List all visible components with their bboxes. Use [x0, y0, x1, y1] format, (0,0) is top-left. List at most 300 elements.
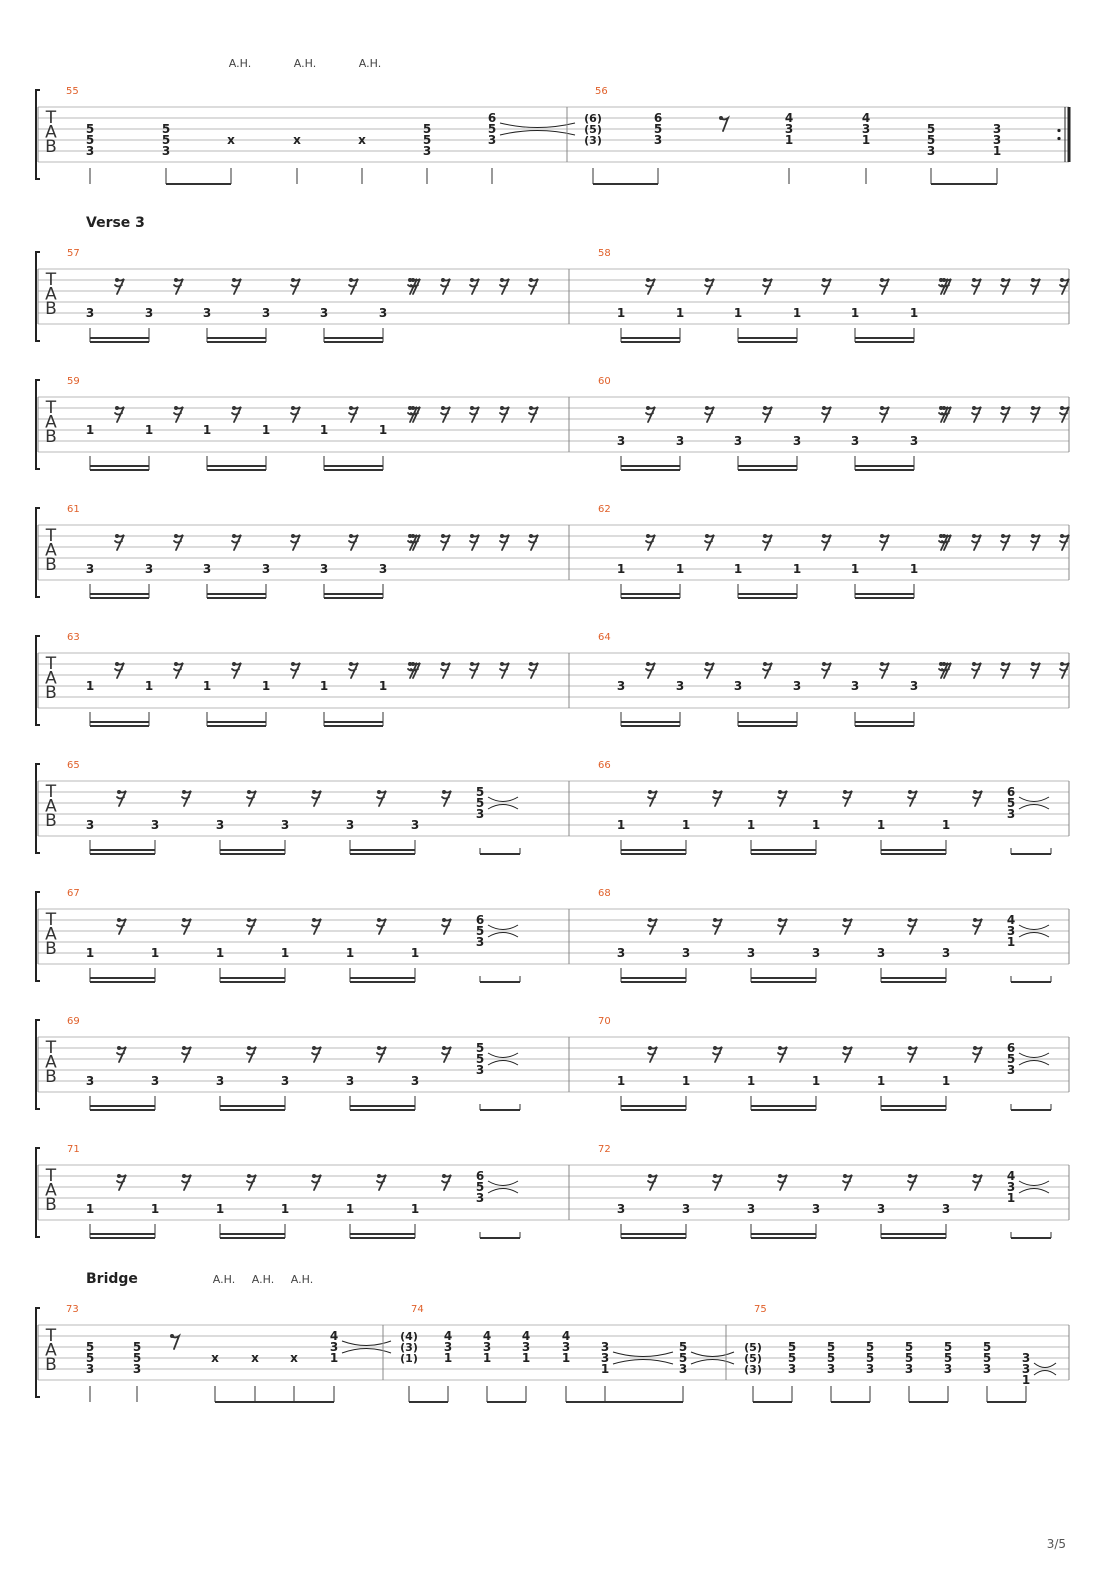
- fret-number: 3: [85, 818, 95, 832]
- fret-number: 4: [443, 1329, 453, 1343]
- fret-number: 3: [319, 562, 329, 576]
- fret-number: 6: [487, 111, 497, 125]
- fret-number: 1: [909, 306, 919, 320]
- rest-dot: [778, 1046, 782, 1050]
- fret-number: 3: [329, 1340, 339, 1354]
- fret-number: 3: [150, 818, 160, 832]
- harmonic-marking: A.H.: [358, 57, 382, 70]
- fret-number: 3: [521, 1340, 531, 1354]
- rest-dot: [529, 278, 533, 282]
- fret-number: 1: [600, 1362, 610, 1376]
- fret-number: 1: [675, 306, 685, 320]
- rest-dot: [349, 278, 353, 282]
- rest-dot: [822, 534, 826, 538]
- tab-clef-letter: B: [45, 1355, 57, 1375]
- rest-dot: [441, 406, 445, 410]
- fret-number: 3: [132, 1362, 142, 1376]
- rest-dot: [411, 534, 415, 538]
- measure-number: 68: [598, 888, 611, 899]
- fret-number: 3: [443, 1340, 453, 1354]
- fret-number: 3: [865, 1362, 875, 1376]
- fret-number: 3: [653, 133, 663, 147]
- rest-dot: [942, 406, 946, 410]
- fret-number: 5: [422, 133, 432, 147]
- fret-number: 3: [811, 1202, 821, 1216]
- rest-dot: [117, 1046, 121, 1050]
- tab-clef-letter: A: [45, 284, 57, 305]
- rest-dot: [312, 1174, 316, 1178]
- page-number: 3/5: [1046, 1537, 1066, 1551]
- fret-number: 1: [319, 423, 329, 437]
- fret-number: 4: [861, 111, 871, 125]
- fret-number: 3: [992, 122, 1002, 136]
- repeat-dot: [1057, 137, 1060, 140]
- fret-number: 5: [85, 1351, 95, 1365]
- fret-number: 1: [616, 818, 626, 832]
- tab-system: [36, 57, 1069, 184]
- rest-dot: [470, 278, 474, 282]
- rest-dot: [778, 918, 782, 922]
- fret-number: 1: [746, 818, 756, 832]
- fret-number: 3: [410, 818, 420, 832]
- fret-number: 4: [1006, 913, 1016, 927]
- fret-number: 1: [215, 1202, 225, 1216]
- fret-number: 6: [1006, 1041, 1016, 1055]
- rest-dot: [174, 662, 178, 666]
- fret-number: 5: [904, 1351, 914, 1365]
- fret-number: 6: [475, 1169, 485, 1183]
- tab-clef-letter: B: [45, 811, 57, 831]
- fret-number: 3: [811, 946, 821, 960]
- fret-number: 1: [215, 946, 225, 960]
- rest-dot: [646, 406, 650, 410]
- rest-dot: [291, 662, 295, 666]
- fret-number: 4: [521, 1329, 531, 1343]
- rest-dot: [880, 278, 884, 282]
- tab-clef-letter: A: [45, 796, 57, 817]
- rest-dot: [972, 278, 976, 282]
- fret-number: 5: [943, 1340, 953, 1354]
- tab-clef-letter: T: [45, 108, 57, 128]
- fret-number: 5: [132, 1351, 142, 1365]
- fret-number: 5: [653, 122, 663, 136]
- rest-dot: [973, 1046, 977, 1050]
- fret-number: 1: [329, 1351, 339, 1365]
- rest-dot: [713, 790, 717, 794]
- rest-dot: [312, 918, 316, 922]
- fret-number: 3: [487, 133, 497, 147]
- rest-dot: [843, 790, 847, 794]
- measure-number: 66: [598, 760, 611, 771]
- rest-dot: [117, 918, 121, 922]
- fret-number: 3: [904, 1362, 914, 1376]
- harmonic-marking: A.H.: [251, 1273, 275, 1286]
- rest-dot: [117, 790, 121, 794]
- fret-number: 4: [482, 1329, 492, 1343]
- rest-dot: [174, 534, 178, 538]
- fret-number: 1: [202, 679, 212, 693]
- measure-number: 73: [66, 1304, 79, 1315]
- rest-dot: [705, 278, 709, 282]
- fret-number: 1: [992, 144, 1002, 158]
- fret-number: 5: [787, 1340, 797, 1354]
- fret-number: 3: [943, 1362, 953, 1376]
- rest-dot: [232, 278, 236, 282]
- fret-number: 5: [132, 1340, 142, 1354]
- fret-number: 3: [861, 122, 871, 136]
- measure-number: 72: [598, 1144, 611, 1155]
- measure-number: 64: [598, 632, 611, 643]
- rest-dot: [1060, 534, 1064, 538]
- fret-number: 3: [202, 562, 212, 576]
- fret-number: 4: [561, 1329, 571, 1343]
- rest-dot: [646, 278, 650, 282]
- fret-number: 3: [378, 562, 388, 576]
- harmonic-marking: A.H.: [212, 1273, 236, 1286]
- fret-number: 3: [319, 306, 329, 320]
- tab-clef-letter: T: [45, 1326, 57, 1346]
- rest-dot: [349, 662, 353, 666]
- fret-number: 3: [261, 562, 271, 576]
- fret-number: 1: [150, 946, 160, 960]
- fret-number: 3: [345, 818, 355, 832]
- rest-dot: [500, 534, 504, 538]
- fret-number: 1: [941, 1074, 951, 1088]
- fret-number: 3: [261, 306, 271, 320]
- fret-number: 3: [926, 144, 936, 158]
- measure-number: 75: [754, 1304, 767, 1315]
- rest-dot: [822, 406, 826, 410]
- tab-clef-letter: B: [45, 137, 57, 157]
- fret-number: 3: [681, 946, 691, 960]
- fret-number: 3: [826, 1362, 836, 1376]
- fret-number: x: [293, 133, 301, 147]
- fret-number: (3): [400, 1341, 418, 1354]
- fret-number: 1: [733, 562, 743, 576]
- fret-number: 5: [787, 1351, 797, 1365]
- fret-number: 3: [909, 434, 919, 448]
- rest-dot: [763, 406, 767, 410]
- rest-dot: [529, 534, 533, 538]
- fret-number: 5: [475, 1180, 485, 1194]
- rest-dot: [1001, 534, 1005, 538]
- rest-dot: [705, 662, 709, 666]
- tab-clef-letter: B: [45, 1195, 57, 1215]
- fret-number: 5: [926, 122, 936, 136]
- rest-dot: [942, 662, 946, 666]
- rest-dot: [822, 278, 826, 282]
- rest-dot: [763, 662, 767, 666]
- fret-number: 1: [345, 1202, 355, 1216]
- fret-number: 1: [1006, 935, 1016, 949]
- fret-number: 5: [865, 1351, 875, 1365]
- fret-number: 3: [161, 144, 171, 158]
- rest-dot: [247, 1174, 251, 1178]
- rest-dot: [705, 534, 709, 538]
- fret-number: x: [251, 1351, 259, 1365]
- rest-dot: [942, 534, 946, 538]
- fret-number: 3: [850, 434, 860, 448]
- fret-number: 3: [1006, 1180, 1016, 1194]
- fret-number: 3: [909, 679, 919, 693]
- rest-dot: [1031, 662, 1035, 666]
- fret-number: 3: [876, 1202, 886, 1216]
- fret-number: x: [290, 1351, 298, 1365]
- fret-number: 5: [475, 785, 485, 799]
- fret-number: 1: [675, 562, 685, 576]
- measure-number: 65: [67, 760, 80, 771]
- fret-number: 1: [792, 306, 802, 320]
- fret-number: 5: [475, 924, 485, 938]
- tab-system: [36, 760, 1069, 854]
- rest-dot: [778, 790, 782, 794]
- rest-dot: [182, 918, 186, 922]
- rest-dot: [291, 406, 295, 410]
- fret-number: 1: [410, 946, 420, 960]
- fret-number: 3: [784, 122, 794, 136]
- fret-number: 5: [161, 122, 171, 136]
- fret-number: 1: [521, 1351, 531, 1365]
- rest-dot: [719, 116, 723, 120]
- fret-number: 5: [678, 1351, 688, 1365]
- fret-number: 1: [144, 423, 154, 437]
- fret-number: 3: [1006, 924, 1016, 938]
- rest-dot: [1001, 278, 1005, 282]
- fret-number: 5: [85, 1340, 95, 1354]
- rest-dot: [880, 534, 884, 538]
- fret-number: 3: [746, 946, 756, 960]
- fret-number: 3: [202, 306, 212, 320]
- fret-number: 1: [85, 423, 95, 437]
- rest-dot: [529, 406, 533, 410]
- tab-clef-letter: A: [45, 1180, 57, 1201]
- measure-number: 60: [598, 376, 611, 387]
- fret-number: 1: [261, 423, 271, 437]
- rest-dot: [470, 662, 474, 666]
- fret-number: 5: [943, 1351, 953, 1365]
- fret-number: 5: [826, 1340, 836, 1354]
- fret-number: 6: [653, 111, 663, 125]
- fret-number: 1: [733, 306, 743, 320]
- fret-number: 3: [941, 1202, 951, 1216]
- fret-number: 5: [422, 122, 432, 136]
- rest-dot: [1060, 662, 1064, 666]
- fret-number: 1: [850, 562, 860, 576]
- fret-number: 5: [865, 1340, 875, 1354]
- fret-number: (1): [400, 1352, 418, 1365]
- fret-number: 3: [378, 306, 388, 320]
- rest-dot: [646, 534, 650, 538]
- tab-clef-letter: A: [45, 122, 57, 143]
- fret-number: 5: [926, 133, 936, 147]
- rest-dot: [648, 1174, 652, 1178]
- fret-number: 3: [215, 1074, 225, 1088]
- tab-clef-letter: T: [45, 270, 57, 290]
- rest-dot: [973, 790, 977, 794]
- rest-dot: [232, 406, 236, 410]
- fret-number: 5: [1006, 796, 1016, 810]
- tab-clef-letter: T: [45, 654, 57, 674]
- tab-clef-letter: T: [45, 526, 57, 546]
- rest-dot: [1060, 278, 1064, 282]
- rest-dot: [648, 1046, 652, 1050]
- tab-system: [36, 1016, 1069, 1110]
- rest-dot: [470, 406, 474, 410]
- rest-dot: [880, 662, 884, 666]
- fret-number: 1: [616, 562, 626, 576]
- fret-number: 1: [150, 1202, 160, 1216]
- fret-number: 3: [482, 1340, 492, 1354]
- fret-number: 5: [487, 122, 497, 136]
- measure-number: 67: [67, 888, 80, 899]
- fret-number: 1: [792, 562, 802, 576]
- fret-number: 3: [681, 1202, 691, 1216]
- rest-dot: [908, 918, 912, 922]
- fret-number: 5: [475, 1052, 485, 1066]
- fret-number: 1: [909, 562, 919, 576]
- fret-number: (4): [400, 1330, 418, 1343]
- rest-dot: [312, 1046, 316, 1050]
- fret-number: (3): [584, 134, 602, 147]
- measure-number: 55: [66, 86, 79, 97]
- measure-number: 69: [67, 1016, 80, 1027]
- fret-number: 3: [410, 1074, 420, 1088]
- rest-dot: [349, 534, 353, 538]
- fret-number: 3: [850, 679, 860, 693]
- fret-number: 3: [992, 133, 1002, 147]
- rest-dot: [291, 534, 295, 538]
- fret-number: 5: [678, 1340, 688, 1354]
- fret-number: 1: [85, 946, 95, 960]
- measure-number: 70: [598, 1016, 611, 1027]
- rest-dot: [973, 918, 977, 922]
- rest-dot: [973, 1174, 977, 1178]
- tab-clef-letter: B: [45, 427, 57, 447]
- rest-dot: [778, 1174, 782, 1178]
- fret-number: 5: [85, 122, 95, 136]
- rest-dot: [880, 406, 884, 410]
- fret-number: 3: [675, 679, 685, 693]
- rest-dot: [908, 1174, 912, 1178]
- fret-number: (5): [744, 1352, 762, 1365]
- fret-number: 3: [733, 679, 743, 693]
- fret-number: 1: [1021, 1373, 1031, 1387]
- fret-number: 3: [600, 1340, 610, 1354]
- tab-clef-letter: B: [45, 683, 57, 703]
- rest-dot: [232, 534, 236, 538]
- rest-dot: [1060, 406, 1064, 410]
- measure-number: 56: [595, 86, 608, 97]
- fret-number: 3: [280, 1074, 290, 1088]
- fret-number: 3: [475, 1063, 485, 1077]
- rest-dot: [377, 790, 381, 794]
- rest-dot: [648, 790, 652, 794]
- rest-dot: [713, 918, 717, 922]
- fret-number: 1: [941, 818, 951, 832]
- rest-dot: [1001, 662, 1005, 666]
- rest-dot: [349, 406, 353, 410]
- fret-number: 3: [422, 144, 432, 158]
- fret-number: 1: [144, 679, 154, 693]
- fret-number: 3: [1006, 807, 1016, 821]
- fret-number: 1: [280, 1202, 290, 1216]
- fret-number: 3: [600, 1351, 610, 1365]
- fret-number: 5: [475, 1041, 485, 1055]
- fret-number: 3: [85, 144, 95, 158]
- tab-clef-letter: T: [45, 1166, 57, 1186]
- fret-number: 1: [345, 946, 355, 960]
- rest-dot: [1031, 278, 1035, 282]
- tab-system: [36, 248, 1069, 342]
- tab-system: [36, 1273, 1069, 1402]
- tab-clef-letter: B: [45, 299, 57, 319]
- rest-dot: [843, 1046, 847, 1050]
- fret-number: 3: [85, 306, 95, 320]
- rest-dot: [442, 1174, 446, 1178]
- fret-number: 3: [616, 679, 626, 693]
- tab-clef-letter: B: [45, 555, 57, 575]
- fret-number: 1: [280, 946, 290, 960]
- rest-dot: [117, 1174, 121, 1178]
- fret-number: 1: [784, 133, 794, 147]
- rest-dot: [115, 662, 119, 666]
- rest-dot: [1031, 534, 1035, 538]
- tab-clef-letter: A: [45, 1340, 57, 1361]
- fret-number: 1: [616, 306, 626, 320]
- rest-dot: [182, 790, 186, 794]
- fret-number: 1: [378, 679, 388, 693]
- measure-number: 74: [411, 1304, 424, 1315]
- repeat-dot: [1057, 129, 1060, 132]
- rest-dot: [247, 918, 251, 922]
- tab-clef-letter: B: [45, 939, 57, 959]
- fret-number: 4: [1006, 1169, 1016, 1183]
- fret-number: x: [227, 133, 235, 147]
- rest-dot: [1031, 406, 1035, 410]
- fret-number: 4: [784, 111, 794, 125]
- fret-number: (5): [744, 1341, 762, 1354]
- rest-dot: [1001, 406, 1005, 410]
- tab-clef-letter: A: [45, 412, 57, 433]
- rest-dot: [442, 918, 446, 922]
- rest-dot: [247, 790, 251, 794]
- rest-dot: [713, 1046, 717, 1050]
- fret-number: 3: [787, 1362, 797, 1376]
- harmonic-marking: A.H.: [228, 57, 252, 70]
- rest-dot: [972, 534, 976, 538]
- fret-number: 1: [681, 1074, 691, 1088]
- fret-number: 4: [329, 1329, 339, 1343]
- fret-number: 3: [616, 1202, 626, 1216]
- fret-number: 1: [319, 679, 329, 693]
- fret-number: 5: [475, 796, 485, 810]
- fret-number: 1: [202, 423, 212, 437]
- rest-dot: [411, 278, 415, 282]
- fret-number: 3: [475, 807, 485, 821]
- tab-clef-letter: T: [45, 782, 57, 802]
- fret-number: 3: [792, 679, 802, 693]
- rest-dot: [972, 662, 976, 666]
- rest-dot: [170, 1334, 174, 1338]
- fret-number: 3: [1006, 1063, 1016, 1077]
- fret-number: 3: [1021, 1351, 1031, 1365]
- rest-dot: [115, 278, 119, 282]
- tab-clef-letter: T: [45, 398, 57, 418]
- fret-number: 5: [85, 133, 95, 147]
- tab-system: [36, 888, 1069, 982]
- measure-number: 57: [67, 248, 80, 259]
- rest-dot: [470, 534, 474, 538]
